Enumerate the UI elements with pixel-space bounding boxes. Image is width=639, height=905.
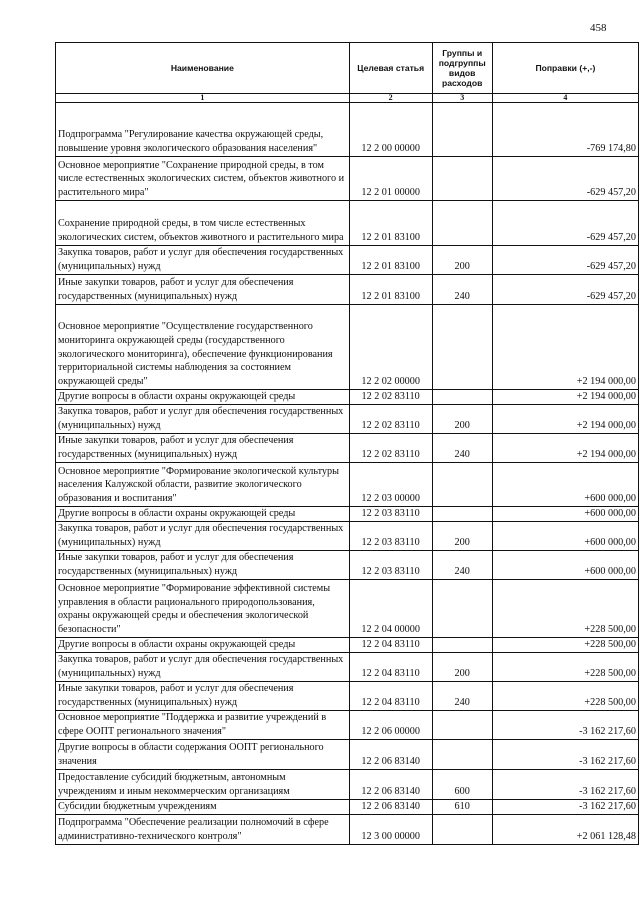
column-number-row [56,94,639,103]
table-row [56,434,639,463]
row-expense-group: 600 [432,770,492,800]
row-target-code: 12 2 06 83140 [349,770,432,800]
row-amount: +228 500,00 [492,580,638,638]
row-amount: -629 457,20 [492,157,638,201]
row-expense-group [432,201,492,246]
row-name: Предоставление субсидий бюджетным, автономным учреждениям и иным некоммерческим организациям [56,770,350,800]
table-row [56,815,639,845]
row-amount: -629 457,20 [492,246,638,275]
row-name: Другие вопросы в области содержания ООПТ регионального значения [56,740,350,770]
table-row [56,711,639,740]
table-row [56,405,639,434]
row-amount: +228 500,00 [492,638,638,653]
row-expense-group [432,103,492,157]
row-amount: -629 457,20 [492,201,638,246]
row-amount: -3 162 217,60 [492,800,638,815]
row-target-code: 12 2 02 83110 [349,434,432,463]
table-row [56,638,639,653]
table-row [56,246,639,275]
row-target-code: 12 2 00 00000 [349,103,432,157]
row-name: Основное мероприятие "Формирование эффективной системы управления в области рационального природопользования, охраны окружающей среды и обеспечения экологической безопасности" [56,580,350,638]
row-amount: -769 174,80 [492,103,638,157]
row-amount: +2 061 128,48 [492,815,638,845]
row-target-code: 12 2 06 00000 [349,711,432,740]
row-name: Иные закупки товаров, работ и услуг для обеспечения государственных (муниципальных) нужд [56,275,350,305]
row-target-code: 12 2 03 83110 [349,551,432,580]
row-name: Основное мероприятие "Формирование экологической культуры населения Калужской области, развитие экологического образования и воспитания" [56,463,350,507]
row-expense-group: 240 [432,551,492,580]
header-expense-groups: Группы и подгруппы видов расходов [432,43,492,94]
row-expense-group [432,507,492,522]
row-expense-group: 240 [432,682,492,711]
page-number: 458 [590,22,607,34]
row-target-code: 12 2 04 83110 [349,682,432,711]
row-expense-group [432,711,492,740]
row-name: Подпрограмма "Регулирование качества окружающей среды, повышение уровня экологического образования населения" [56,103,350,157]
row-amount: -629 457,20 [492,275,638,305]
row-name: Основное мероприятие "Поддержка и развитие учреждений в сфере ООПТ регионального значения" [56,711,350,740]
row-target-code: 12 2 03 83110 [349,522,432,551]
row-target-code: 12 2 01 83100 [349,246,432,275]
row-name: Закупка товаров, работ и услуг для обеспечения государственных (муниципальных) нужд [56,522,350,551]
row-name: Иные закупки товаров, работ и услуг для обеспечения государственных (муниципальных) нужд [56,434,350,463]
row-expense-group [432,157,492,201]
row-target-code: 12 2 03 83110 [349,507,432,522]
row-target-code: 12 2 03 00000 [349,463,432,507]
row-target-code: 12 2 06 83140 [349,800,432,815]
table-row [56,800,639,815]
table-row [56,653,639,682]
table-row [56,275,639,305]
row-amount: +2 194 000,00 [492,305,638,390]
row-target-code: 12 2 01 83100 [349,275,432,305]
table-row [56,551,639,580]
row-expense-group: 200 [432,653,492,682]
row-expense-group [432,580,492,638]
row-name: Иные закупки товаров, работ и услуг для обеспечения государственных (муниципальных) нужд [56,682,350,711]
row-amount: +600 000,00 [492,522,638,551]
row-amount: +600 000,00 [492,463,638,507]
row-target-code: 12 3 00 00000 [349,815,432,845]
row-expense-group [432,815,492,845]
row-name: Другие вопросы в области охраны окружающей среды [56,638,350,653]
row-expense-group [432,740,492,770]
row-expense-group: 200 [432,405,492,434]
row-amount: +600 000,00 [492,551,638,580]
row-expense-group [432,390,492,405]
table-row [56,463,639,507]
row-amount: -3 162 217,60 [492,711,638,740]
column-number: 1 [56,94,350,103]
row-expense-group: 610 [432,800,492,815]
row-expense-group: 240 [432,275,492,305]
table-row [56,157,639,201]
row-amount: -3 162 217,60 [492,770,638,800]
row-name: Подпрограмма "Обеспечение реализации полномочий в сфере административно-технического контроля" [56,815,350,845]
header-amendments: Поправки (+,-) [492,43,638,94]
table-row [56,770,639,800]
row-amount: +2 194 000,00 [492,405,638,434]
header-row [56,43,639,94]
column-number: 3 [432,94,492,103]
row-name: Закупка товаров, работ и услуг для обеспечения государственных (муниципальных) нужд [56,653,350,682]
table-row [56,305,639,390]
row-amount: +600 000,00 [492,507,638,522]
row-target-code: 12 2 01 00000 [349,157,432,201]
row-expense-group [432,463,492,507]
header-target-article: Целевая статья [349,43,432,94]
column-number: 4 [492,94,638,103]
table-row [56,682,639,711]
row-target-code: 12 2 04 83110 [349,653,432,682]
row-amount: +2 194 000,00 [492,390,638,405]
row-expense-group: 240 [432,434,492,463]
table-row [56,103,639,157]
row-name: Субсидии бюджетным учреждениям [56,800,350,815]
table-row [56,201,639,246]
row-amount: -3 162 217,60 [492,740,638,770]
row-target-code: 12 2 02 83110 [349,390,432,405]
row-name: Другие вопросы в области охраны окружающей среды [56,390,350,405]
table-row [56,740,639,770]
row-target-code: 12 2 04 83110 [349,638,432,653]
row-target-code: 12 2 04 00000 [349,580,432,638]
row-amount: +228 500,00 [492,682,638,711]
row-amount: +228 500,00 [492,653,638,682]
column-number: 2 [349,94,432,103]
row-target-code: 12 2 02 83110 [349,405,432,434]
row-target-code: 12 2 01 83100 [349,201,432,246]
budget-table [55,42,639,845]
row-name: Сохранение природной среды, в том числе естественных экологических систем, объектов животного и растительного мира [56,201,350,246]
row-name: Основное мероприятие "Осуществление государственного мониторинга окружающей среды (государственного экологического мониторинга), обеспечение функционирования территориальной системы наблюдения за состоянием окружающей среды" [56,305,350,390]
row-expense-group: 200 [432,522,492,551]
table-row [56,507,639,522]
row-name: Закупка товаров, работ и услуг для обеспечения государственных (муниципальных) нужд [56,246,350,275]
table-row [56,580,639,638]
table-row [56,390,639,405]
row-target-code: 12 2 06 83140 [349,740,432,770]
row-name: Иные закупки товаров, работ и услуг для обеспечения государственных (муниципальных) нужд [56,551,350,580]
row-expense-group [432,638,492,653]
header-name: Наименование [56,43,350,94]
row-amount: +2 194 000,00 [492,434,638,463]
row-target-code: 12 2 02 00000 [349,305,432,390]
row-name: Основное мероприятие "Сохранение природной среды, в том числе естественных экологических систем, объектов животного и растительного мира" [56,157,350,201]
row-expense-group [432,305,492,390]
row-name: Другие вопросы в области охраны окружающей среды [56,507,350,522]
row-name: Закупка товаров, работ и услуг для обеспечения государственных (муниципальных) нужд [56,405,350,434]
row-expense-group: 200 [432,246,492,275]
table-row [56,522,639,551]
